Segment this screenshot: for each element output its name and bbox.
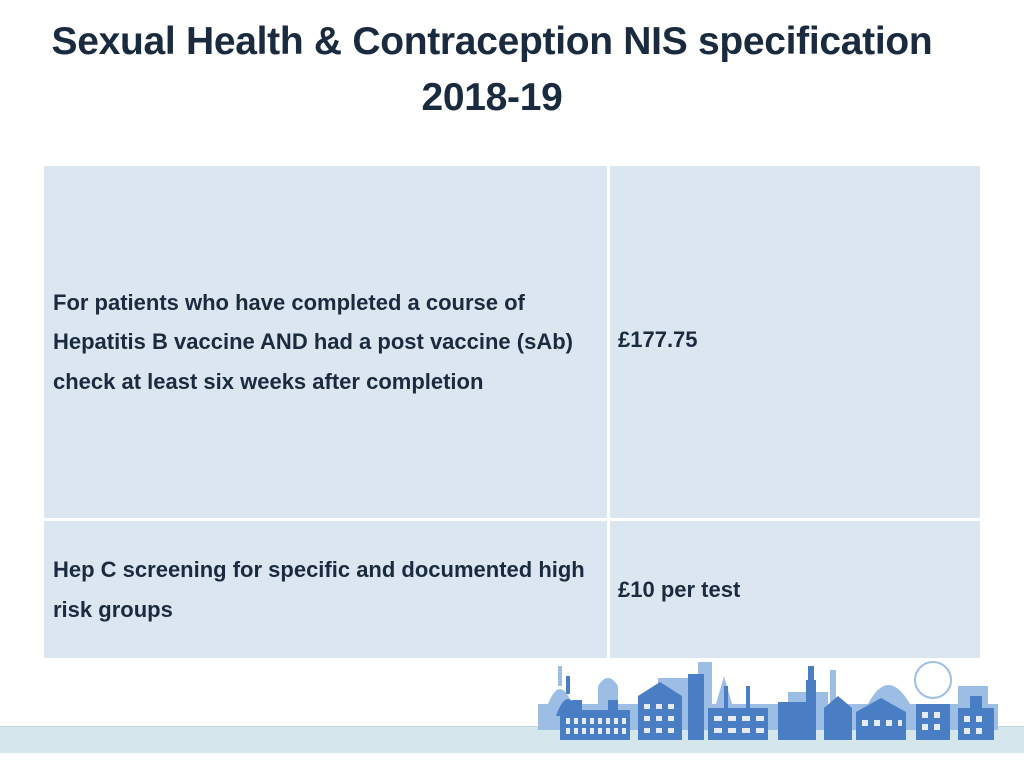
- table-cell-price: [610, 166, 980, 518]
- slide-title-line-2: 2018-19: [421, 76, 563, 119]
- price-text: £177.75: [618, 327, 698, 353]
- table-cell-description: [44, 521, 607, 658]
- city-skyline-illustration-icon: [538, 656, 998, 748]
- slide-title-line-1: Sexual Health & Contraception NIS specification: [51, 20, 933, 63]
- description-text: Hep C screening for specific and documented high risk groups: [53, 557, 585, 622]
- price-text: £10 per test: [618, 576, 741, 602]
- table-cell-price: [610, 521, 980, 658]
- table-row: [44, 166, 980, 518]
- description-text: For patients who have completed a course of Hepatitis B vaccine AND had a post vaccine (sAb) check at least six weeks after completion: [53, 289, 573, 394]
- fee-table: [44, 166, 980, 658]
- table-row: [44, 521, 980, 658]
- table-cell-description: [44, 166, 607, 518]
- slide-title: [0, 14, 984, 126]
